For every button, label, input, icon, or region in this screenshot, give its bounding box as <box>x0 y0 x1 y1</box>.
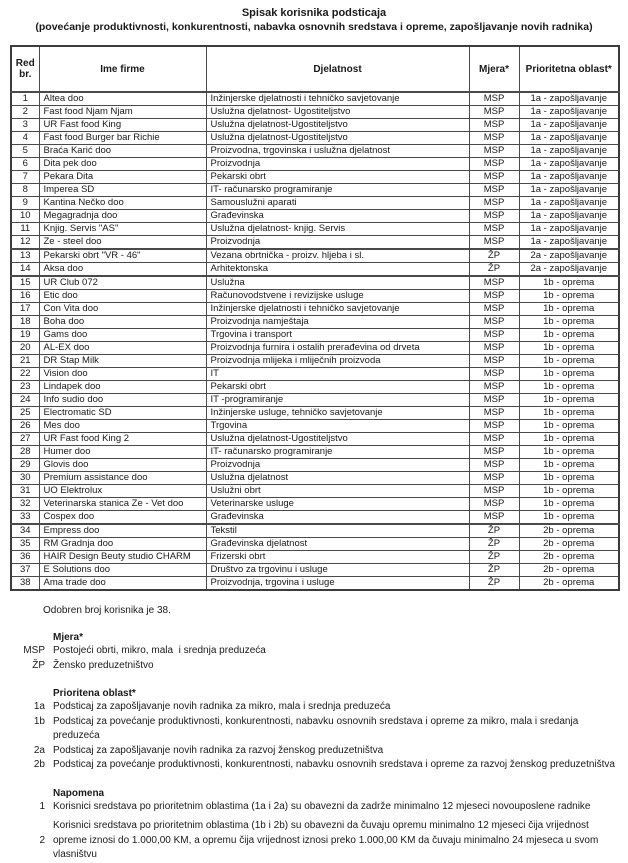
table-cell: 1b - oprema <box>519 472 619 485</box>
table-cell: 13 <box>11 249 39 263</box>
table-cell: MSP <box>469 368 519 381</box>
table-cell: MSP <box>469 342 519 355</box>
table-cell: 23 <box>11 381 39 394</box>
table-cell: Uslužna djelatnost-Ugostiteljstvo <box>206 132 469 145</box>
note-item-text: Korisnici sredstava po prioritetnim oblastima (1a i 2a) su obavezni da zadrže minimalno 12 mjeseci novouposlene radnike <box>53 800 591 812</box>
table-cell: 1b - oprema <box>519 485 619 498</box>
table-row <box>11 459 619 472</box>
table-cell: MSP <box>469 92 519 106</box>
table-cell: Ze - steel doo <box>39 236 206 250</box>
table-row <box>11 407 619 420</box>
table-cell: Glovis doo <box>39 459 206 472</box>
table-cell: 38 <box>11 577 39 591</box>
table-row <box>11 236 619 250</box>
table-cell: 1a - zapošljavanje <box>519 145 619 158</box>
table-cell: 1a - zapošljavanje <box>519 223 619 236</box>
table-cell: MSP <box>469 171 519 184</box>
table-cell: IT- računarsko programiranje <box>206 184 469 197</box>
table-row <box>11 290 619 303</box>
table-row <box>11 276 619 290</box>
table-cell: Proizvodnja <box>206 236 469 250</box>
table-cell: 1b - oprema <box>519 276 619 290</box>
table-cell: IT <box>206 368 469 381</box>
table-cell: MSP <box>469 132 519 145</box>
table-cell: 1b - oprema <box>519 342 619 355</box>
table-cell: ŽP <box>469 538 519 551</box>
table-row <box>11 263 619 277</box>
table-cell: Kantina Nečko doo <box>39 197 206 210</box>
table-cell: MSP <box>469 329 519 342</box>
note-item-text: Žensko preduzetništvo <box>53 659 154 671</box>
table-row <box>11 420 619 433</box>
table-cell: Fast food Burger bar Richie <box>39 132 206 145</box>
note-item-label: 2b <box>33 759 45 770</box>
note-item-text: Podsticaj za zapošljavanje novih radnika za mikro, mala i srednja preduzeća <box>53 701 391 712</box>
table-cell: MSP <box>469 498 519 511</box>
column-header-red-br: Red br. <box>11 46 39 92</box>
table-cell: Pekarski obrt "VR - 46" <box>39 249 206 263</box>
oblast-legend-heading: Prioritena oblast* <box>53 688 136 699</box>
table-cell: 21 <box>11 355 39 368</box>
mjera-legend-list <box>10 644 618 673</box>
note-item-label: 2 <box>39 834 45 846</box>
table-header <box>11 46 619 92</box>
table-row <box>11 394 619 407</box>
table-cell: Imperea SD <box>39 184 206 197</box>
table-cell: 1b - oprema <box>519 511 619 525</box>
table-cell: Frizerski obrt <box>206 551 469 564</box>
table-cell: 30 <box>11 472 39 485</box>
table-cell: IT -programiranje <box>206 394 469 407</box>
table-cell: ŽP <box>469 524 519 538</box>
napomena-list <box>10 800 618 863</box>
table-cell: UR Club 072 <box>39 276 206 290</box>
table-row <box>11 538 619 551</box>
table-cell: MSP <box>469 472 519 485</box>
table-cell: AL-EX doo <box>39 342 206 355</box>
table-cell: 1a - zapošljavanje <box>519 119 619 132</box>
table-row <box>11 524 619 538</box>
table-cell: Electromatic SD <box>39 407 206 420</box>
table-cell: 16 <box>11 290 39 303</box>
table-cell: 2a - zapošljavanje <box>519 249 619 263</box>
table-cell: 2a - zapošljavanje <box>519 263 619 277</box>
mjera-legend-heading: Mjera* <box>53 632 84 643</box>
table-cell: Uslužni obrt <box>206 485 469 498</box>
table-cell: 27 <box>11 433 39 446</box>
table-cell: E Solutions doo <box>39 564 206 577</box>
table-cell: 2 <box>11 106 39 119</box>
table-cell: Inžinjerske djelatnosti i tehničko savjetovanje <box>206 92 469 106</box>
table-cell: 1b - oprema <box>519 316 619 329</box>
table-cell: 6 <box>11 158 39 171</box>
table-cell: 1b - oprema <box>519 459 619 472</box>
table-row <box>11 158 619 171</box>
table-cell: 17 <box>11 303 39 316</box>
table-cell: ŽP <box>469 249 519 263</box>
table-cell: Inžinjerske usluge, tehničko savjetovanje <box>206 407 469 420</box>
table-cell: Altea doo <box>39 92 206 106</box>
table-cell: Građevinska <box>206 210 469 223</box>
table-cell: 5 <box>11 145 39 158</box>
note-item <box>10 744 618 759</box>
note-item-label: MSP <box>23 645 45 656</box>
table-cell: UR Fast food King 2 <box>39 433 206 446</box>
table-cell: MSP <box>469 106 519 119</box>
page-title: Spisak korisnika podsticaja <box>241 7 387 19</box>
table-cell: MSP <box>469 197 519 210</box>
table-cell: 2b - oprema <box>519 564 619 577</box>
table-row <box>11 577 619 591</box>
table-cell: Veterinarska stanica Ze - Vet doo <box>39 498 206 511</box>
table-cell: 33 <box>11 511 39 525</box>
table-cell: 37 <box>11 564 39 577</box>
table-row <box>11 551 619 564</box>
table-row <box>11 485 619 498</box>
table-row <box>11 472 619 485</box>
table-cell: Aksa doo <box>39 263 206 277</box>
table-row <box>11 342 619 355</box>
table-cell: ŽP <box>469 551 519 564</box>
table-cell: Fast food Njam Njam <box>39 106 206 119</box>
note-item-label: ŽP <box>32 659 45 671</box>
table-row <box>11 564 619 577</box>
column-header-mjera: Mjera* <box>469 46 519 92</box>
napomena-heading: Napomena <box>53 787 105 799</box>
table-cell: 1a - zapošljavanje <box>519 171 619 184</box>
table-cell: MSP <box>469 236 519 250</box>
table-cell: Lindapek doo <box>39 381 206 394</box>
table-cell: Knjig. Servis "AS" <box>39 223 206 236</box>
table-cell: 15 <box>11 276 39 290</box>
table-cell: 20 <box>11 342 39 355</box>
table-row <box>11 511 619 525</box>
table-cell: UO Elektrolux <box>39 485 206 498</box>
table-cell: 1b - oprema <box>519 355 619 368</box>
table-cell: MSP <box>469 459 519 472</box>
table-cell: Proizvodnja, trgovina i usluge <box>206 577 469 591</box>
table-cell: 2b - oprema <box>519 538 619 551</box>
table-cell: Ama trade doo <box>39 577 206 591</box>
table-cell: Premium assistance doo <box>39 472 206 485</box>
table-cell: Gams doo <box>39 329 206 342</box>
table-cell: 4 <box>11 132 39 145</box>
table-cell: 8 <box>11 184 39 197</box>
table-header-row <box>11 46 619 92</box>
table-cell: MSP <box>469 290 519 303</box>
table-cell: MSP <box>469 485 519 498</box>
table-cell: 1b - oprema <box>519 303 619 316</box>
table-cell: 32 <box>11 498 39 511</box>
note-item-text: Podsticaj za povećanje produktivnosti, konkurentnosti, nabavku osnovnih sredstava i opreme za mikro, mala i sredanja preduzeća <box>53 715 582 741</box>
table-cell: Inžinjerske djelatnosti i tehničko savjetovanje <box>206 303 469 316</box>
table-cell: 1b - oprema <box>519 290 619 303</box>
table-cell: HAIR Design Beuty studio CHARM <box>39 551 206 564</box>
table-cell: Proizvodnja furnira i ostalih prerađevina od drveta <box>206 342 469 355</box>
table-cell: Mes doo <box>39 420 206 433</box>
table-cell: 1a - zapošljavanje <box>519 106 619 119</box>
table-cell: 1a - zapošljavanje <box>519 132 619 145</box>
table-cell: Trgovina i transport <box>206 329 469 342</box>
table-row <box>11 92 619 106</box>
table-cell: 19 <box>11 329 39 342</box>
note-item <box>10 700 618 715</box>
table-cell: 25 <box>11 407 39 420</box>
table-row <box>11 119 619 132</box>
column-header-ime-firme: Ime firme <box>39 46 206 92</box>
table-cell: Dita pek doo <box>39 158 206 171</box>
table-row <box>11 381 619 394</box>
table-cell: MSP <box>469 394 519 407</box>
table-cell: 29 <box>11 459 39 472</box>
table-cell: Trgovina <box>206 420 469 433</box>
table-cell: Empress doo <box>39 524 206 538</box>
beneficiary-table-body <box>11 92 619 590</box>
table-cell: ŽP <box>469 564 519 577</box>
table-cell: 34 <box>11 524 39 538</box>
table-cell: Proizvodnja <box>206 158 469 171</box>
note-item-label: 1a <box>33 701 45 712</box>
table-cell: IT- računarsko programiranje <box>206 446 469 459</box>
table-cell: MSP <box>469 381 519 394</box>
table-cell: Arhitektonska <box>206 263 469 277</box>
table-row <box>11 316 619 329</box>
table-cell: MSP <box>469 158 519 171</box>
table-cell: Proizvodna, trgovinska i uslužna djelatnost <box>206 145 469 158</box>
table-cell: Računovodstvene i revizijske usluge <box>206 290 469 303</box>
table-cell: MSP <box>469 184 519 197</box>
table-cell: 35 <box>11 538 39 551</box>
table-cell: RM Gradnja doo <box>39 538 206 551</box>
approved-count-note: Odobren broj korisnika je 38. <box>43 605 171 616</box>
table-cell: MSP <box>469 433 519 446</box>
table-cell: Con Vita doo <box>39 303 206 316</box>
table-cell: Veterinarske usluge <box>206 498 469 511</box>
table-cell: 1a - zapošljavanje <box>519 92 619 106</box>
table-cell: 2b - oprema <box>519 551 619 564</box>
table-cell: 14 <box>11 263 39 277</box>
table-cell: 18 <box>11 316 39 329</box>
table-cell: Info sudio doo <box>39 394 206 407</box>
table-cell: MSP <box>469 210 519 223</box>
table-cell: ŽP <box>469 263 519 277</box>
table-cell: Samouslužni aparati <box>206 197 469 210</box>
table-row <box>11 223 619 236</box>
title-block <box>10 6 618 34</box>
table-cell: UR Fast food King <box>39 119 206 132</box>
table-cell: Proizvodnja namještaja <box>206 316 469 329</box>
table-cell: 1a - zapošljavanje <box>519 236 619 250</box>
page-subtitle: (povećanje produktivnosti, konkurentnosti, nabavka osnovnih sredstava i opreme, zapošljavanje novih radnika) <box>35 21 593 33</box>
note-item-text: Podsticaj za povećanje produktivnosti, konkurentnosti, nabavku osnovnih sredstava i opreme za razvoj ženskog preduzetništva <box>53 759 615 770</box>
table-cell: Društvo za trgovinu i usluge <box>206 564 469 577</box>
table-cell: ŽP <box>469 577 519 591</box>
table-cell: Etic doo <box>39 290 206 303</box>
table-row <box>11 329 619 342</box>
table-row <box>11 368 619 381</box>
note-item <box>10 659 618 674</box>
table-cell: Braća Karić doo <box>39 145 206 158</box>
beneficiary-table <box>10 45 620 591</box>
table-cell: MSP <box>469 316 519 329</box>
table-cell: 3 <box>11 119 39 132</box>
table-cell: MSP <box>469 119 519 132</box>
table-cell: Uslužna <box>206 276 469 290</box>
table-cell: 2b - oprema <box>519 524 619 538</box>
table-cell: Pekara Dita <box>39 171 206 184</box>
table-row <box>11 106 619 119</box>
table-cell: 26 <box>11 420 39 433</box>
table-cell: 36 <box>11 551 39 564</box>
note-item <box>10 758 618 773</box>
column-header-djelatnost: Djelatnost <box>206 46 469 92</box>
table-cell: Uslužna djelatnost- Ugostiteljstvo <box>206 106 469 119</box>
table-row <box>11 132 619 145</box>
table-cell: 1b - oprema <box>519 368 619 381</box>
table-cell: 24 <box>11 394 39 407</box>
table-cell: Boha doo <box>39 316 206 329</box>
table-cell: Uslužna djelatnost <box>206 472 469 485</box>
table-cell: 28 <box>11 446 39 459</box>
table-cell: 1a - zapošljavanje <box>519 210 619 223</box>
table-row <box>11 184 619 197</box>
table-cell: Uslužna djelatnost-Ugostiteljstvo <box>206 433 469 446</box>
table-cell: 1b - oprema <box>519 433 619 446</box>
table-cell: MSP <box>469 223 519 236</box>
table-cell: Uslužna djelatnost-Ugostiteljstvo <box>206 119 469 132</box>
table-cell: MSP <box>469 407 519 420</box>
table-cell: 2b - oprema <box>519 577 619 591</box>
table-cell: Pekarski obrt <box>206 171 469 184</box>
table-cell: MSP <box>469 145 519 158</box>
note-item-label: 1 <box>39 800 45 812</box>
table-row <box>11 303 619 316</box>
table-cell: 9 <box>11 197 39 210</box>
table-cell: Uslužna djelatnost- knjig. Servis <box>206 223 469 236</box>
table-row <box>11 498 619 511</box>
note-item-text: Podsticaj za zapošljavanje novih radnika za razvoj ženskog preduzetništva <box>53 744 384 756</box>
note-item-text: Korisnici sredstava po prioritetnim oblastima (1b i 2b) su obavezni da čuvaju opremu minimalno 12 mjeseci čija vrijednost opreme iznosi do 1.000,00 KM, a opremu čija vrijednost iznosi preko 1.000,00 KM da čuvaju minimalno 24 mjeseca u svom vlasništvu <box>53 820 602 860</box>
note-item-text: Postojeći obrti, mikro, mala i srednja preduzeća <box>53 645 266 656</box>
table-cell: Vision doo <box>39 368 206 381</box>
table-cell: 1a - zapošljavanje <box>519 197 619 210</box>
table-cell: Cospex doo <box>39 511 206 525</box>
note-item-label: 2a <box>33 744 45 756</box>
table-cell: MSP <box>469 303 519 316</box>
table-cell: 1b - oprema <box>519 407 619 420</box>
note-item <box>10 715 618 744</box>
table-cell: Proizvodnja mlijeka i mliječnih proizvoda <box>206 355 469 368</box>
table-cell: 1b - oprema <box>519 446 619 459</box>
table-cell: 1a - zapošljavanje <box>519 158 619 171</box>
table-cell: 1b - oprema <box>519 329 619 342</box>
table-cell: 1 <box>11 92 39 106</box>
table-cell: 1b - oprema <box>519 381 619 394</box>
table-cell: 12 <box>11 236 39 250</box>
table-cell: 1b - oprema <box>519 394 619 407</box>
table-row <box>11 197 619 210</box>
table-cell: MSP <box>469 420 519 433</box>
table-cell: MSP <box>469 355 519 368</box>
table-cell: Građevinska djelatnost <box>206 538 469 551</box>
table-cell: 7 <box>11 171 39 184</box>
table-cell: 1b - oprema <box>519 420 619 433</box>
table-cell: 11 <box>11 223 39 236</box>
table-cell: Građevinska <box>206 511 469 525</box>
note-item-label: 1b <box>33 715 45 727</box>
column-header-prioritetna-oblast: Prioritetna oblast* <box>519 46 619 92</box>
table-row <box>11 145 619 158</box>
table-row <box>11 171 619 184</box>
table-cell: Pekarski obrt <box>206 381 469 394</box>
table-cell: Proizvodnja <box>206 459 469 472</box>
table-cell: Humer doo <box>39 446 206 459</box>
table-cell: 1b - oprema <box>519 498 619 511</box>
note-item <box>10 644 618 659</box>
table-cell: Vezana obrtnička - proizv. hljeba i sl. <box>206 249 469 263</box>
table-row <box>11 249 619 263</box>
table-cell: 22 <box>11 368 39 381</box>
table-cell: 10 <box>11 210 39 223</box>
table-row <box>11 355 619 368</box>
note-item <box>10 800 618 815</box>
oblast-legend-list <box>10 700 618 773</box>
table-cell: 1a - zapošljavanje <box>519 184 619 197</box>
table-row <box>11 433 619 446</box>
table-row <box>11 210 619 223</box>
table-cell: Megagradnja doo <box>39 210 206 223</box>
table-cell: Tekstil <box>206 524 469 538</box>
table-cell: 31 <box>11 485 39 498</box>
table-cell: MSP <box>469 446 519 459</box>
table-cell: MSP <box>469 276 519 290</box>
table-cell: MSP <box>469 511 519 525</box>
table-row <box>11 446 619 459</box>
table-cell: DR Stap Milk <box>39 355 206 368</box>
